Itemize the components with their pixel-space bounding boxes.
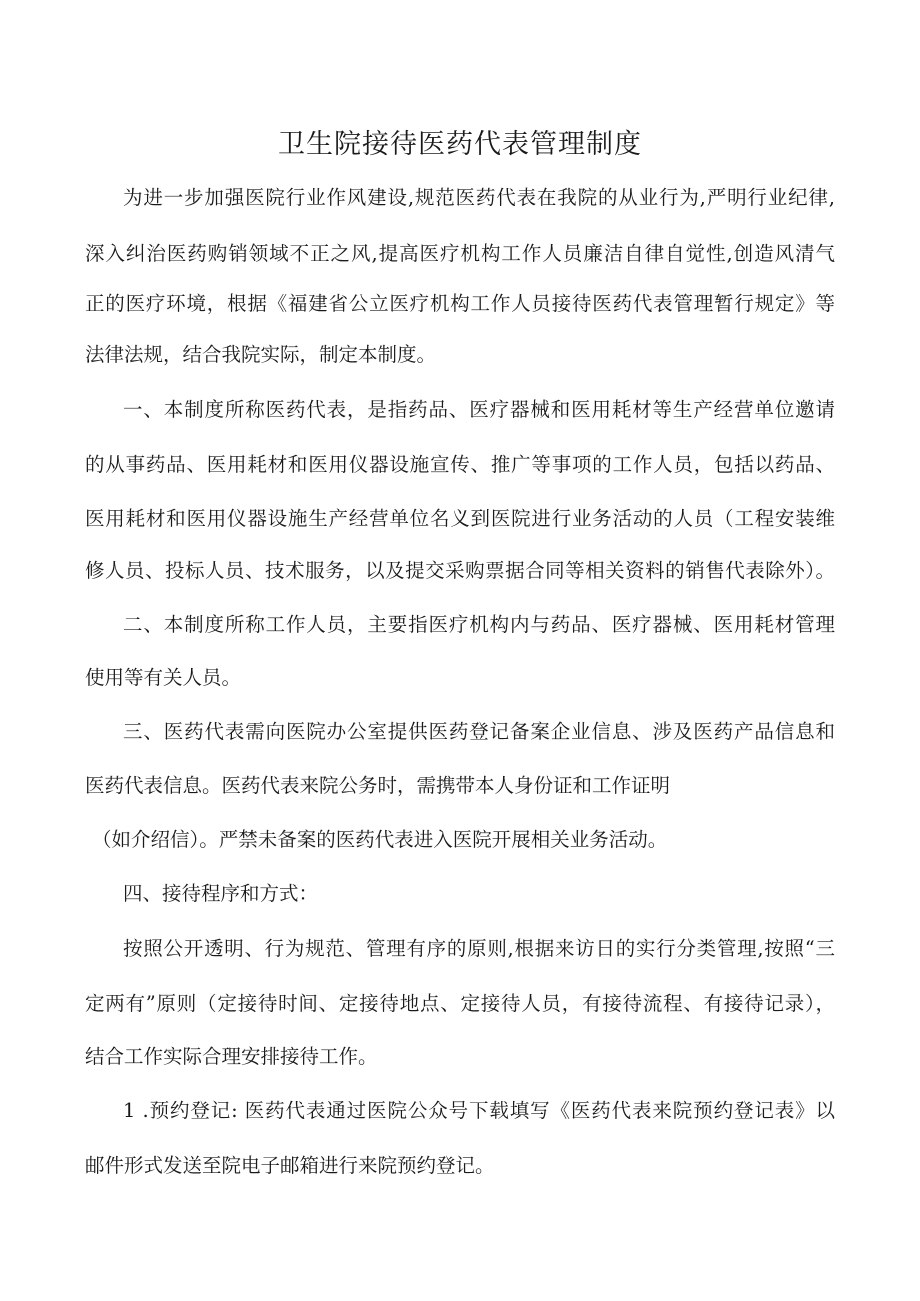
paragraph-1-line-4: 修人员、投标人员、技术服务，以及提交采购票据合同等相关资料的销售代表除外）。 — [85, 559, 835, 582]
document-title: 卫生院接待医药代表管理制度 — [278, 129, 642, 160]
paragraph-4-line-3: 结合工作实际合理安排接待工作。 — [85, 1045, 378, 1068]
paragraph-1-line-1: 一、本制度所称医药代表，是指药品、医疗器械和医用耗材等生产经营单位邀请 — [123, 398, 835, 421]
paragraph-intro-line-3: 正的医疗环境，根据《福建省公立医疗机构工作人员接待医药代表管理暂行规定》等 — [85, 292, 835, 315]
paragraph-intro-line-1: 为进一步加强医院行业作风建设,规范医药代表在我院的从业行为,严明行业纪律, — [123, 186, 835, 209]
paragraph-2-line-1: 二、本制度所称工作人员，主要指医疗机构内与药品、医疗器械、医用耗材管理 — [123, 613, 835, 636]
paragraph-3-line-2: 医药代表信息。医药代表来院公务时，需携带本人身份证和工作证明 — [85, 774, 671, 797]
paragraph-3-line-1: 三、医药代表需向医院办公室提供医药登记备案企业信息、涉及医药产品信息和 — [123, 720, 835, 743]
paragraph-2-line-2: 使用等有关人员。 — [85, 666, 242, 689]
item-1-line-1: 1 .预约登记: 医药代表通过医院公众号下载填写《医药代表来院预约登记表》以 — [123, 1099, 835, 1122]
item-1-line-2: 邮件形式发送至院电子邮箱进行来院预约登记。 — [85, 1154, 495, 1177]
paragraph-4-line-2: 定两有”原则（定接待时间、定接待地点、定接待人员，有接待流程、有接待记录）， — [85, 992, 835, 1015]
paragraph-intro-line-2: 深入纠治医药购销领域不正之风,提高医疗机构工作人员廉洁自律自觉性,创造风清气 — [85, 242, 835, 265]
paragraph-3-line-3: （如介绍信）。严禁未备案的医药代表进入医院开展相关业务活动。 — [92, 828, 668, 851]
paragraph-intro-line-4: 法律法规，结合我院实际，制定本制度。 — [85, 343, 437, 366]
paragraph-4-line-1: 按照公开透明、行为规范、管理有序的原则,根据来访日的实行分类管理,按照“三 — [123, 937, 835, 960]
paragraph-1-line-3: 医用耗材和医用仪器设施生产经营单位名义到医院进行业务活动的人员（工程安装维 — [85, 507, 835, 530]
section-4-heading: 四、接待程序和方式： — [123, 882, 319, 905]
paragraph-1-line-2: 的从事药品、医用耗材和医用仪器设施宣传、推广等事项的工作人员，包括以药品、 — [85, 453, 835, 476]
